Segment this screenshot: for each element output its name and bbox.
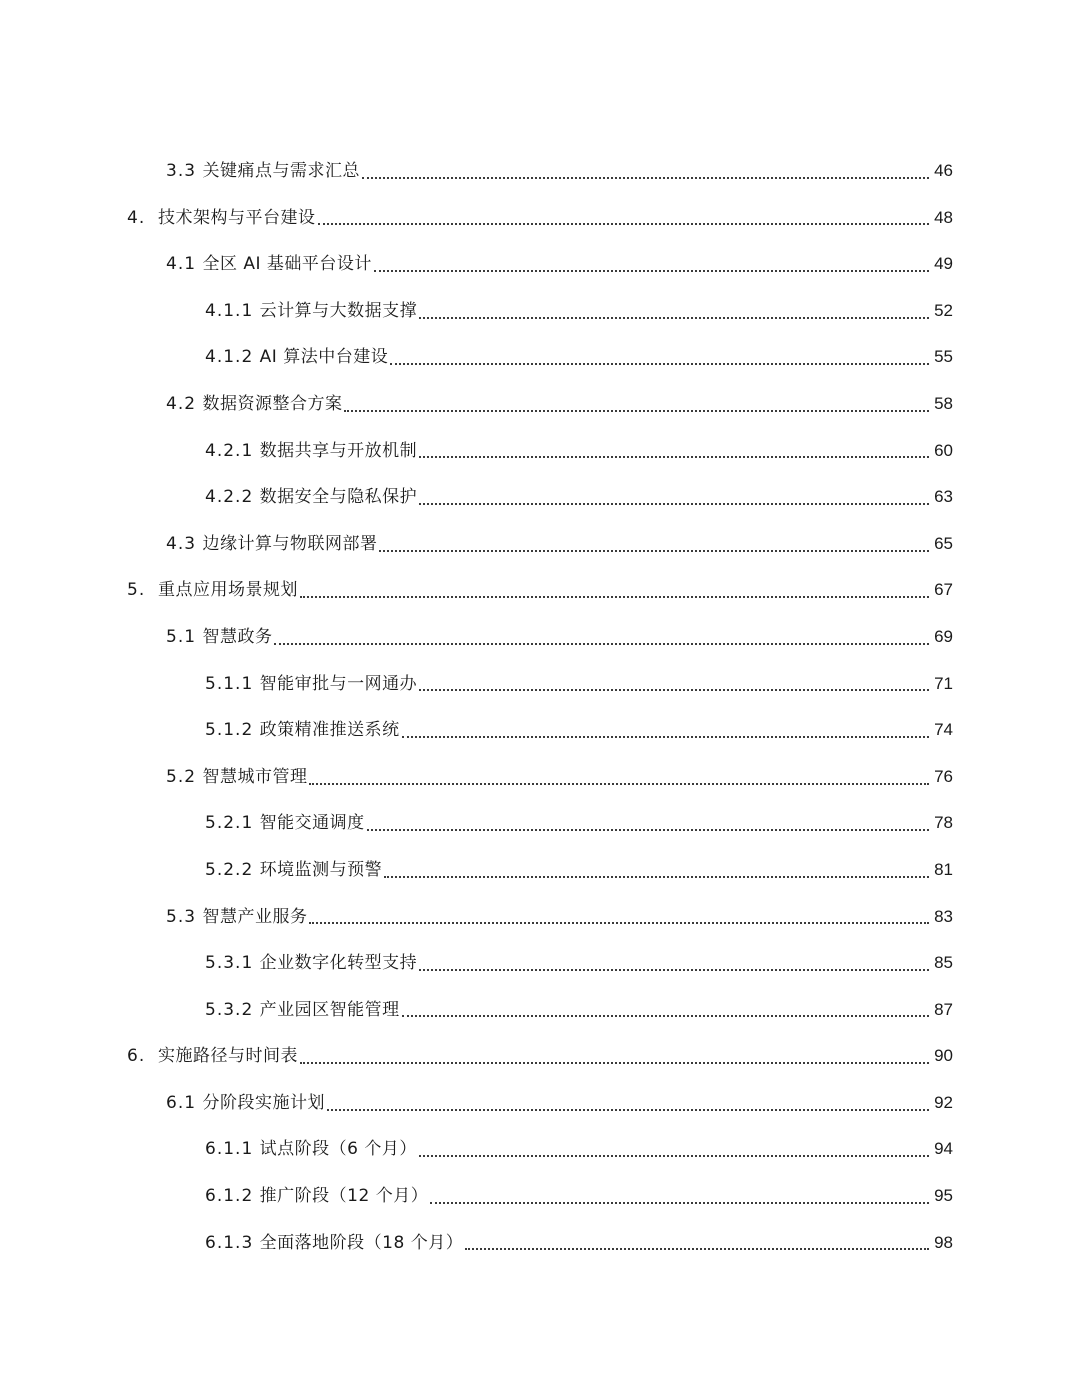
dot-leader — [300, 595, 929, 598]
toc-entry-number: 4.2.1 — [205, 440, 260, 461]
dot-leader — [384, 875, 929, 878]
toc-entry[interactable] — [0, 334, 1080, 381]
dot-leader — [419, 316, 929, 319]
toc-entry-number: 5.1.2 — [205, 720, 260, 741]
toc-entry-page-number: 52 — [934, 300, 953, 320]
toc-entry-number: 5.2.2 — [205, 859, 260, 880]
toc-entry-number: 5.1 — [166, 626, 203, 647]
toc-entry[interactable] — [0, 381, 1080, 428]
toc-entry-page-number: 49 — [934, 254, 953, 274]
toc-entry-title: 推广阶段（12 个月） — [259, 1186, 429, 1207]
dot-leader — [465, 1247, 929, 1250]
dot-leader — [309, 921, 929, 924]
toc-entry-title: 企业数字化转型支持 — [259, 953, 418, 974]
toc-entry-number: 4.2.2 — [205, 487, 260, 508]
toc-entry-number: 5.3 — [166, 906, 203, 927]
toc-entry[interactable] — [0, 241, 1080, 288]
toc-entry-page-number: 74 — [934, 720, 953, 740]
dot-leader — [274, 642, 929, 645]
dot-leader — [379, 549, 929, 552]
toc-entry-page-number: 95 — [934, 1186, 953, 1206]
toc-entry-title: 关键痛点与需求汇总 — [202, 161, 360, 181]
toc-entry-number: 4. — [127, 207, 159, 228]
dot-leader — [374, 269, 929, 272]
dot-leader — [344, 409, 929, 412]
toc-entry[interactable] — [0, 754, 1080, 801]
toc-entry-title: 全面落地阶段（18 个月） — [259, 1232, 464, 1253]
toc-entry-page-number: 69 — [934, 626, 953, 646]
table-of-contents — [0, 148, 1080, 1266]
dot-leader — [309, 782, 929, 785]
toc-entry-number: 6. — [127, 1046, 159, 1067]
toc-entry-page-number: 71 — [934, 673, 953, 693]
dot-leader — [367, 828, 929, 831]
toc-entry-page-number: 48 — [934, 207, 953, 227]
toc-entry-number: 5.1.1 — [205, 673, 260, 694]
toc-entry-number: 6.1.1 — [205, 1139, 260, 1160]
toc-entry[interactable] — [0, 1033, 1080, 1080]
toc-entry[interactable] — [0, 661, 1080, 708]
toc-entry[interactable] — [0, 148, 1080, 195]
toc-entry[interactable] — [0, 474, 1080, 521]
toc-entry-title: 分阶段实施计划 — [202, 1092, 325, 1113]
toc-entry-page-number: 76 — [934, 766, 953, 786]
toc-entry[interactable] — [0, 288, 1080, 335]
toc-entry-title: 智慧产业服务 — [202, 906, 308, 927]
toc-entry-number: 5.2 — [166, 766, 203, 787]
toc-entry-page-number: 94 — [934, 1139, 953, 1159]
dot-leader — [419, 455, 929, 458]
toc-entry[interactable] — [0, 987, 1080, 1034]
toc-entry-number: 4.2 — [166, 393, 203, 414]
toc-entry-number: 4.3 — [166, 533, 203, 554]
toc-entry-page-number: 60 — [934, 440, 953, 460]
toc-entry-title: 数据安全与隐私保护 — [259, 487, 418, 508]
toc-entry-number: 5.2.1 — [205, 813, 260, 834]
toc-entry-number: 5.3.2 — [205, 999, 260, 1020]
toc-entry-number: 4.1.2 — [205, 347, 260, 368]
toc-entry-page-number: 81 — [934, 859, 953, 879]
toc-entry-page-number: 85 — [934, 953, 953, 973]
toc-entry-title: 智慧城市管理 — [202, 766, 308, 787]
toc-entry-title: 数据资源整合方案 — [202, 393, 343, 414]
toc-entry-title: 智慧政务 — [202, 626, 273, 647]
toc-entry-title: 数据共享与开放机制 — [259, 440, 418, 461]
toc-entry[interactable] — [0, 800, 1080, 847]
toc-entry-page-number: 58 — [934, 393, 953, 413]
toc-entry[interactable] — [0, 1080, 1080, 1127]
toc-entry[interactable] — [0, 940, 1080, 987]
toc-entry-page-number: 78 — [934, 813, 953, 833]
dot-leader — [430, 1201, 929, 1204]
dot-leader — [402, 1014, 929, 1017]
toc-entry-title: AI 算法中台建设 — [259, 347, 389, 368]
toc-entry-number: 6.1.3 — [205, 1232, 260, 1253]
dot-leader — [390, 362, 929, 365]
dot-leader — [362, 176, 929, 179]
toc-entry-title: 智能交通调度 — [259, 813, 365, 834]
dot-leader — [419, 688, 929, 691]
toc-entry-title: 技术架构与平台建设 — [158, 207, 316, 228]
toc-entry-page-number: 98 — [934, 1232, 953, 1252]
toc-entry-title: 政策精准推送系统 — [259, 720, 400, 741]
toc-entry[interactable] — [0, 1126, 1080, 1173]
toc-entry-number: 4.1.1 — [205, 300, 260, 321]
dot-leader — [318, 222, 929, 225]
toc-entry[interactable] — [0, 428, 1080, 475]
toc-entry[interactable] — [0, 847, 1080, 894]
toc-entry-number: 5.3.1 — [205, 953, 260, 974]
toc-entry[interactable] — [0, 1220, 1080, 1267]
toc-entry-title: 环境监测与预警 — [259, 859, 383, 880]
toc-entry-title: 实施路径与时间表 — [158, 1046, 299, 1067]
toc-entry-page-number: 83 — [934, 906, 953, 926]
dot-leader — [419, 968, 929, 971]
toc-entry-title: 边缘计算与物联网部署 — [202, 533, 378, 554]
toc-entry-title: 重点应用场景规划 — [158, 580, 299, 601]
toc-entry-page-number: 92 — [934, 1092, 953, 1112]
toc-entry[interactable] — [0, 195, 1080, 242]
toc-entry-number: 4.1 — [166, 254, 203, 275]
toc-entry-page-number: 63 — [934, 487, 953, 507]
toc-entry-title: 试点阶段（6 个月） — [259, 1139, 417, 1160]
toc-entry-title: 智能审批与一网通办 — [259, 673, 418, 694]
dot-leader — [300, 1061, 929, 1064]
toc-entry-page-number: 55 — [934, 347, 953, 367]
dot-leader — [327, 1108, 929, 1111]
dot-leader — [419, 502, 929, 505]
toc-entry[interactable] — [0, 707, 1080, 754]
toc-entry-number: 5. — [127, 580, 159, 601]
toc-entry-number: 3.3 — [166, 161, 203, 181]
toc-entry-page-number: 46 — [934, 161, 953, 180]
dot-leader — [402, 735, 929, 738]
toc-entry-number: 6.1.2 — [205, 1186, 260, 1207]
toc-entry[interactable] — [0, 894, 1080, 941]
toc-entry[interactable] — [0, 567, 1080, 614]
toc-entry-page-number: 67 — [934, 580, 953, 600]
toc-entry[interactable] — [0, 521, 1080, 568]
dot-leader — [419, 1154, 929, 1157]
toc-entry-title: 云计算与大数据支撑 — [259, 300, 418, 321]
toc-entry-page-number: 90 — [934, 1046, 953, 1066]
toc-entry-page-number: 65 — [934, 533, 953, 553]
toc-entry-title: 产业园区智能管理 — [259, 999, 400, 1020]
toc-entry[interactable] — [0, 614, 1080, 661]
toc-entry-title: 全区 AI 基础平台设计 — [202, 254, 372, 275]
toc-entry[interactable] — [0, 1173, 1080, 1220]
toc-entry-page-number: 87 — [934, 999, 953, 1019]
toc-entry-number: 6.1 — [166, 1092, 203, 1113]
